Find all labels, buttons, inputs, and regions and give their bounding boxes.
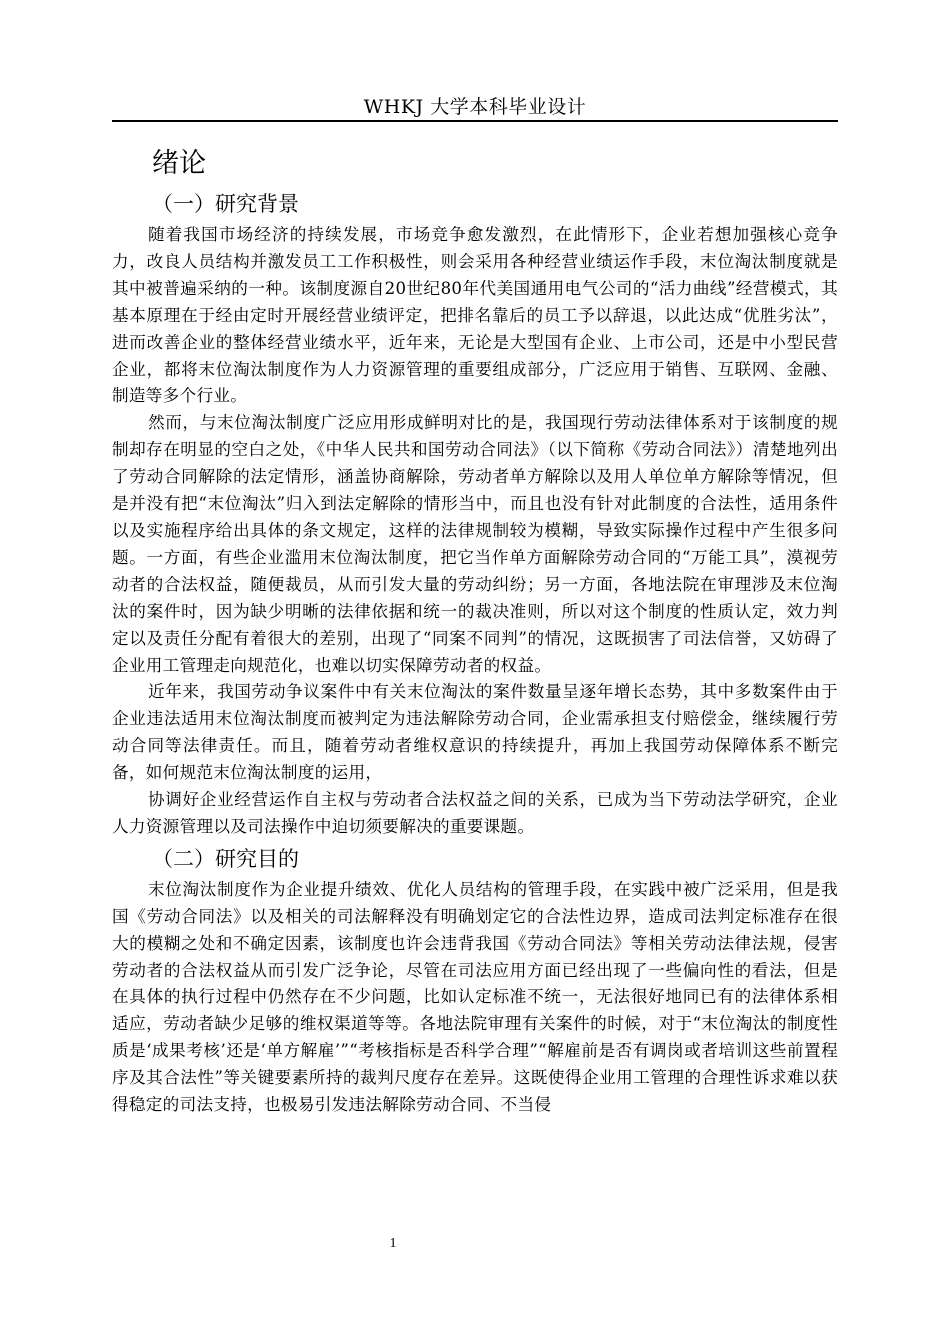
- paragraph: 然而，与末位淘汰制度广泛应用形成鲜明对比的是，我国现行劳动法律体系对于该制度的规制却存在明显的空白之处，《中华人民共和国劳动合同法》（以下简称《劳动合同法》）清楚地列出了劳动合同解除的法定情形，涵盖协商解除，劳动者单方解除以及用人单位单方解除等情况，但是并没有把“末位淘汰”归入到法定解除的情形当中，而且也没有针对此制度的合法性，适用条件以及实施程序给出具体的条文规定，这样的法律规制较为模糊，导致实际操作过程中产生很多问题。一方面，有些企业滥用末位淘汰制度，把它当作单方面解除劳动合同的“万能工具”，漠视劳动者的合法权益，随便裁员，从而引发大量的劳动纠纷；另一方面，各地法院在审理涉及末位淘汰的案件时，因为缺少明晰的法律依据和统一的裁决准则，所以对这个制度的性质认定，效力判定以及责任分配有着很大的差别，出现了“同案不同判”的情况，这既损害了司法信誉，又妨碍了企业用工管理走向规范化，也难以切实保障劳动者的权益。: [112, 413, 838, 675]
- section-heading-background: （一）研究背景: [152, 192, 299, 216]
- paragraph: 随着我国市场经济的持续发展，市场竞争愈发激烈，在此情形下，企业若想加强核心竞争力，改良人员结构并激发员工工作积极性，则会采用各种经营业绩运作手段，末位淘汰制度就是其中被普遍采纳的一种。该制度源自20世纪80年代美国通用电气公司的“活力曲线”经营模式，其基本原理在于经由定时开展经营业绩评定，把排名靠后的员工予以辞退，以此达成“优胜劣汰”，进而改善企业的整体经营业绩水平，近年来，无论是大型国有企业、上市公司，还是中小型民营企业，都将末位淘汰制度作为人力资源管理的重要组成部分，广泛应用于销售、互联网、金融、制造等多个行业。: [112, 225, 838, 406]
- chapter-title: 绪论: [152, 148, 206, 179]
- header-divider: [112, 120, 838, 122]
- paragraph: 近年来，我国劳动争议案件中有关末位淘汰的案件数量呈逐年增长态势，其中多数案件由于企业违法适用末位淘汰制度而被判定为违法解除劳动合同，企业需承担支付赔偿金，继续履行劳动合同等法律责任。而且，随着劳动者维权意识的持续提升，再加上我国劳动保障体系不断完备，如何规范末位淘汰制度的运用，: [112, 682, 838, 783]
- paragraph: 末位淘汰制度作为企业提升绩效、优化人员结构的管理手段，在实践中被广泛采用，但是我国《劳动合同法》以及相关的司法解释没有明确划定它的合法性边界，造成司法判定标准存在很大的模糊之处和不确定因素，该制度也许会违背我国《劳动合同法》等相关劳动法律法规，侵害劳动者的合法权益从而引发广泛争论，尽管在司法应用方面已经出现了一些偏向性的看法，但是在具体的执行过程中仍然存在不少问题，比如认定标准不统一，无法很好地同已有的法律体系相适应，劳动者缺少足够的维权渠道等等。各地法院审理有关案件的时候，对于“末位淘汰的制度性质是‘成果考核’还是‘单方解雇’”“考核指标是否科学合理”“解雇前是否有调岗或者培训这些前置程序及其合法性”等关键要素所持的裁判尺度存在差异。这既使得企业用工管理的合理性诉求难以获得稳定的司法支持，也极易引发违法解除劳动合同、不当侵: [112, 879, 838, 1115]
- page-header: WHKJ 大学本科毕业设计: [363, 96, 587, 118]
- paragraph: 协调好企业经营运作自主权与劳动者合法权益之间的关系，已成为当下劳动法学研究，企业人力资源管理以及司法操作中迫切须要解决的重要课题。: [112, 790, 838, 836]
- page-number: 1: [389, 1236, 397, 1251]
- document-body: [112, 136, 838, 1119]
- section-heading-purpose: （二）研究目的: [152, 846, 299, 871]
